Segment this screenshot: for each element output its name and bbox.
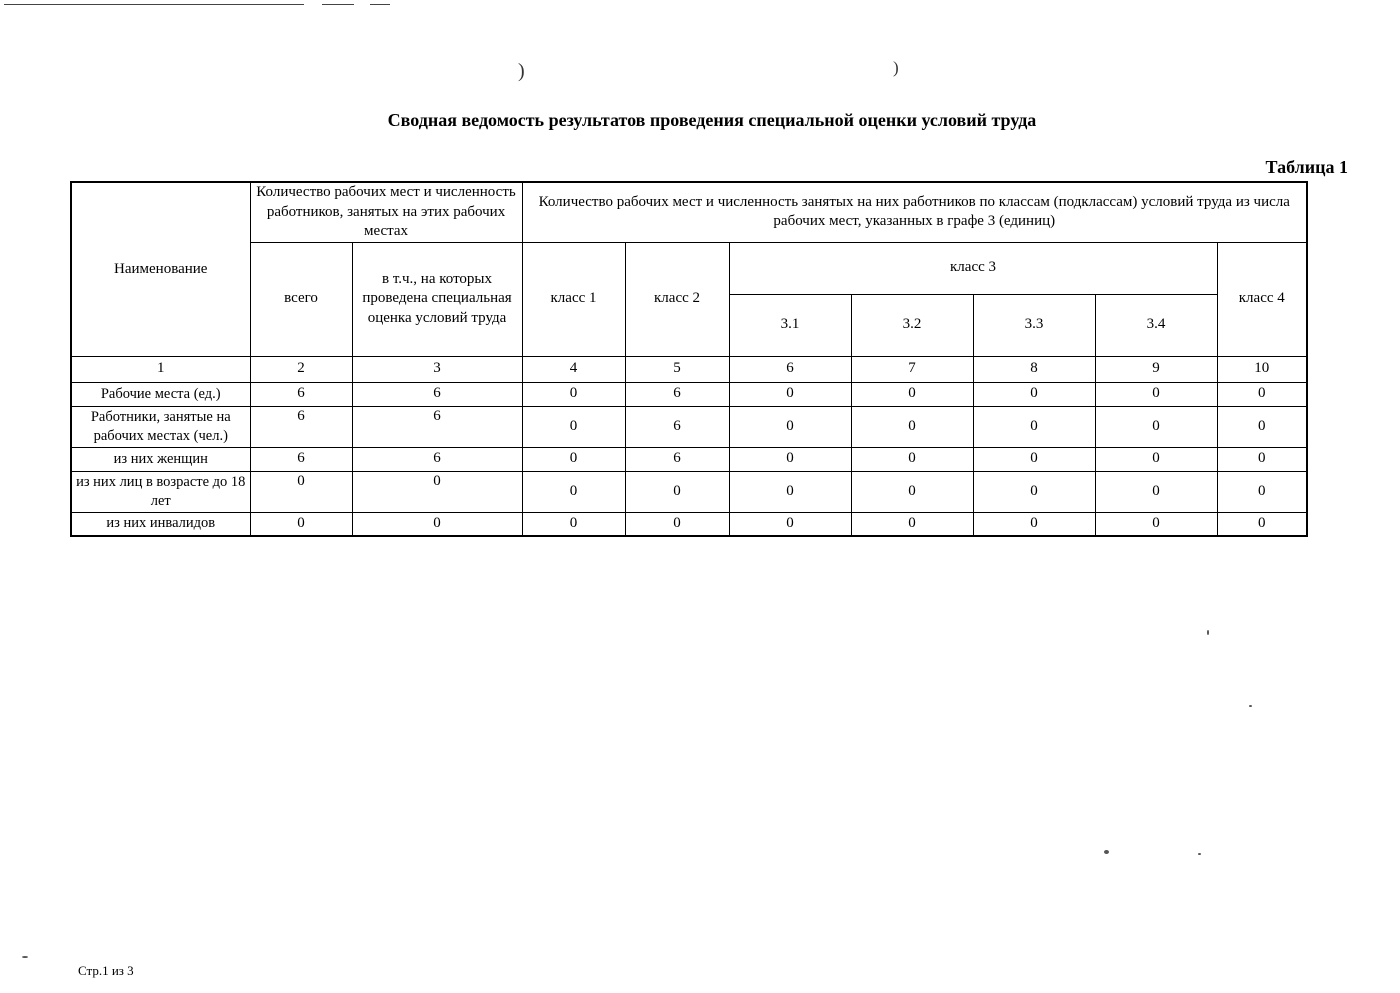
scan-artifact-speck [1198,853,1201,855]
column-number-row [71,356,1307,382]
cell-value: 0 [352,471,522,512]
header-name: Наименование [71,182,250,356]
cell-value: 0 [851,406,973,447]
cell-value: 0 [973,406,1095,447]
scan-artifact-line [370,4,390,5]
cell-value: 0 [522,512,625,536]
table-label: Таблица 1 [1265,157,1348,177]
cell-value: 0 [1095,471,1217,512]
table-row [71,447,1307,471]
header-class-3: класс 3 [729,242,1217,294]
scan-artifact-speck [1249,705,1252,707]
cell-value: 0 [250,471,352,512]
page-number: Стр.1 из 3 [78,963,134,978]
table-row [71,406,1307,447]
column-number: 1 [71,356,250,382]
header-class-4: класс 4 [1217,242,1307,356]
cell-value: 0 [851,471,973,512]
row-label: Рабочие места (ед.) [71,382,250,406]
cell-value: 0 [1095,406,1217,447]
document-title: Сводная ведомость результатов проведения специальной оценки условий труда [387,110,1037,130]
header-subclass-3-4: 3.4 [1095,294,1217,356]
column-number: 2 [250,356,352,382]
cell-value: 0 [1095,447,1217,471]
cell-value: 6 [352,406,522,447]
cell-value: 0 [1217,447,1307,471]
cell-value: 0 [851,382,973,406]
column-number: 5 [625,356,729,382]
header-total: всего [250,242,352,356]
table-row [71,382,1307,406]
header-group-workplaces: Количество рабочих мест и численность работников, занятых на этих рабочих местах [250,182,522,242]
row-label: из них лиц в возрасте до 18 лет [71,471,250,512]
cell-value: 0 [851,512,973,536]
scan-artifact-speck [1207,630,1209,635]
cell-value: 0 [973,512,1095,536]
header-row-2 [71,242,1307,294]
cell-value: 6 [250,406,352,447]
cell-value: 0 [250,512,352,536]
row-label: Работники, занятые на рабочих местах (чел.) [71,406,250,447]
cell-value: 6 [625,406,729,447]
scan-artifact-speck [22,956,28,958]
cell-value: 0 [1217,406,1307,447]
cell-value: 0 [522,382,625,406]
header-class-2: класс 2 [625,242,729,356]
cell-value: 0 [973,471,1095,512]
cell-value: 0 [1217,382,1307,406]
scan-artifact-line [4,4,304,5]
cell-value: 0 [625,471,729,512]
cell-value: 6 [352,447,522,471]
scan-artifact-mark: ) [893,58,899,77]
header-subclass-3-3: 3.3 [973,294,1095,356]
cell-value: 0 [1217,512,1307,536]
cell-value: 0 [729,406,851,447]
header-assessed: в т.ч., на которых проведена специальная оценка условий труда [352,242,522,356]
table-row [71,512,1307,536]
cell-value: 0 [352,512,522,536]
scan-artifact-mark: ) [518,60,525,82]
cell-value: 0 [625,512,729,536]
cell-value: 0 [1095,382,1217,406]
header-subclass-3-1: 3.1 [729,294,851,356]
cell-value: 0 [729,471,851,512]
column-number: 8 [973,356,1095,382]
row-label: из них инвалидов [71,512,250,536]
column-number: 9 [1095,356,1217,382]
cell-value: 6 [250,447,352,471]
scan-artifact-speck [1104,850,1109,854]
header-subclass-3-2: 3.2 [851,294,973,356]
row-label: из них женщин [71,447,250,471]
cell-value: 0 [973,382,1095,406]
column-number: 10 [1217,356,1307,382]
cell-value: 0 [729,447,851,471]
column-number: 3 [352,356,522,382]
cell-value: 0 [522,406,625,447]
cell-value: 6 [352,382,522,406]
scan-artifact-line [322,4,354,5]
header-row-1 [71,182,1307,242]
header-group-classes: Количество рабочих мест и численность занятых на них работников по классам (подклассам) условий труда из числа рабочих мест, указанных в графе 3 (единиц) [522,182,1307,242]
cell-value: 0 [851,447,973,471]
cell-value: 0 [522,471,625,512]
cell-value: 6 [625,447,729,471]
cell-value: 0 [522,447,625,471]
cell-value: 6 [625,382,729,406]
column-number: 4 [522,356,625,382]
table-row [71,471,1307,512]
header-class-1: класс 1 [522,242,625,356]
column-number: 6 [729,356,851,382]
cell-value: 0 [1217,471,1307,512]
cell-value: 0 [973,447,1095,471]
cell-value: 0 [729,512,851,536]
cell-value: 0 [729,382,851,406]
cell-value: 0 [1095,512,1217,536]
column-number: 7 [851,356,973,382]
summary-table [70,181,1308,537]
cell-value: 6 [250,382,352,406]
